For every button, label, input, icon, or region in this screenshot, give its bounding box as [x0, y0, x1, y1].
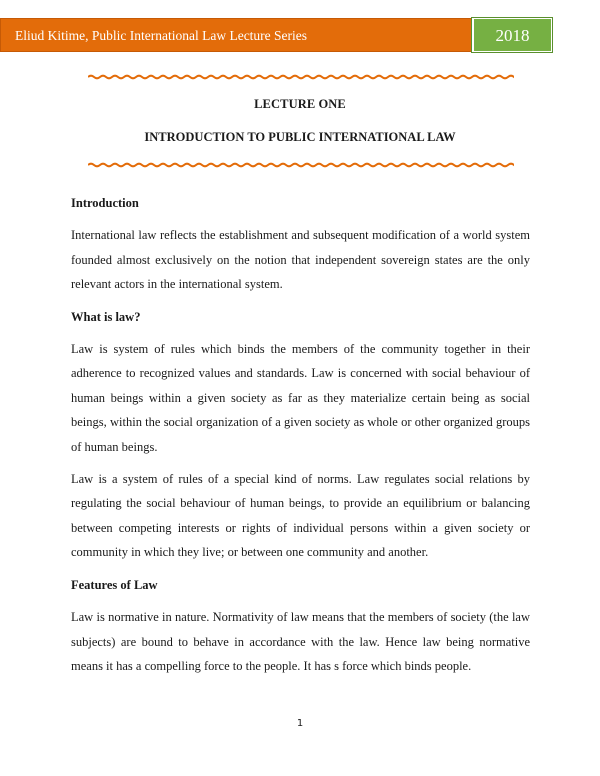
page-header: [0, 18, 552, 52]
section-heading-features-of-law: Features of Law: [71, 577, 158, 592]
section-heading-introduction: Introduction: [71, 196, 139, 210]
lecture-number: LECTURE ONE: [254, 97, 346, 111]
header-year: 2018: [472, 18, 552, 52]
decorative-wave-divider-top: [88, 73, 514, 81]
decorative-wave-divider-bottom: [88, 161, 514, 169]
header-title: Eliud Kitime, Public International Law Lecture Series: [0, 18, 472, 52]
paragraph-introduction: International law reflects the establishment and subsequent modification of a world system founded almost exclusively on the notion that independent sovereign states are the only relevant actors in the international system.: [71, 228, 530, 292]
paragraph-what-is-law-1: Law is system of rules which binds the members of the community together in their adherence to recognized values and standards. Law is concerned with social behaviour of human beings within a given society as far as they materialize certain being as social beings, within the social organization of a given society as whole or other organized groups of human beings.: [71, 342, 530, 454]
document-body: [71, 191, 530, 686]
paragraph-what-is-law-2: Law is a system of rules of a special kind of norms. Law regulates social relations by regulating the social behaviour of human beings, to provide an equilibrium or balancing between competing interests or rights of individual persons within a given society or community in which they live; or between one community and another.: [71, 472, 530, 560]
lecture-title: INTRODUCTION TO PUBLIC INTERNATIONAL LAW: [144, 130, 456, 144]
paragraph-features-of-law: Law is normative in nature. Normativity of law means that the members of society (the law subjects) are bound to behave in accordance with the law. Hence law being normative means it has a compelling force to the people. It has s force which binds people.: [71, 610, 530, 673]
section-heading-what-is-law: What is law?: [71, 309, 141, 324]
page-number: 1: [296, 718, 304, 729]
